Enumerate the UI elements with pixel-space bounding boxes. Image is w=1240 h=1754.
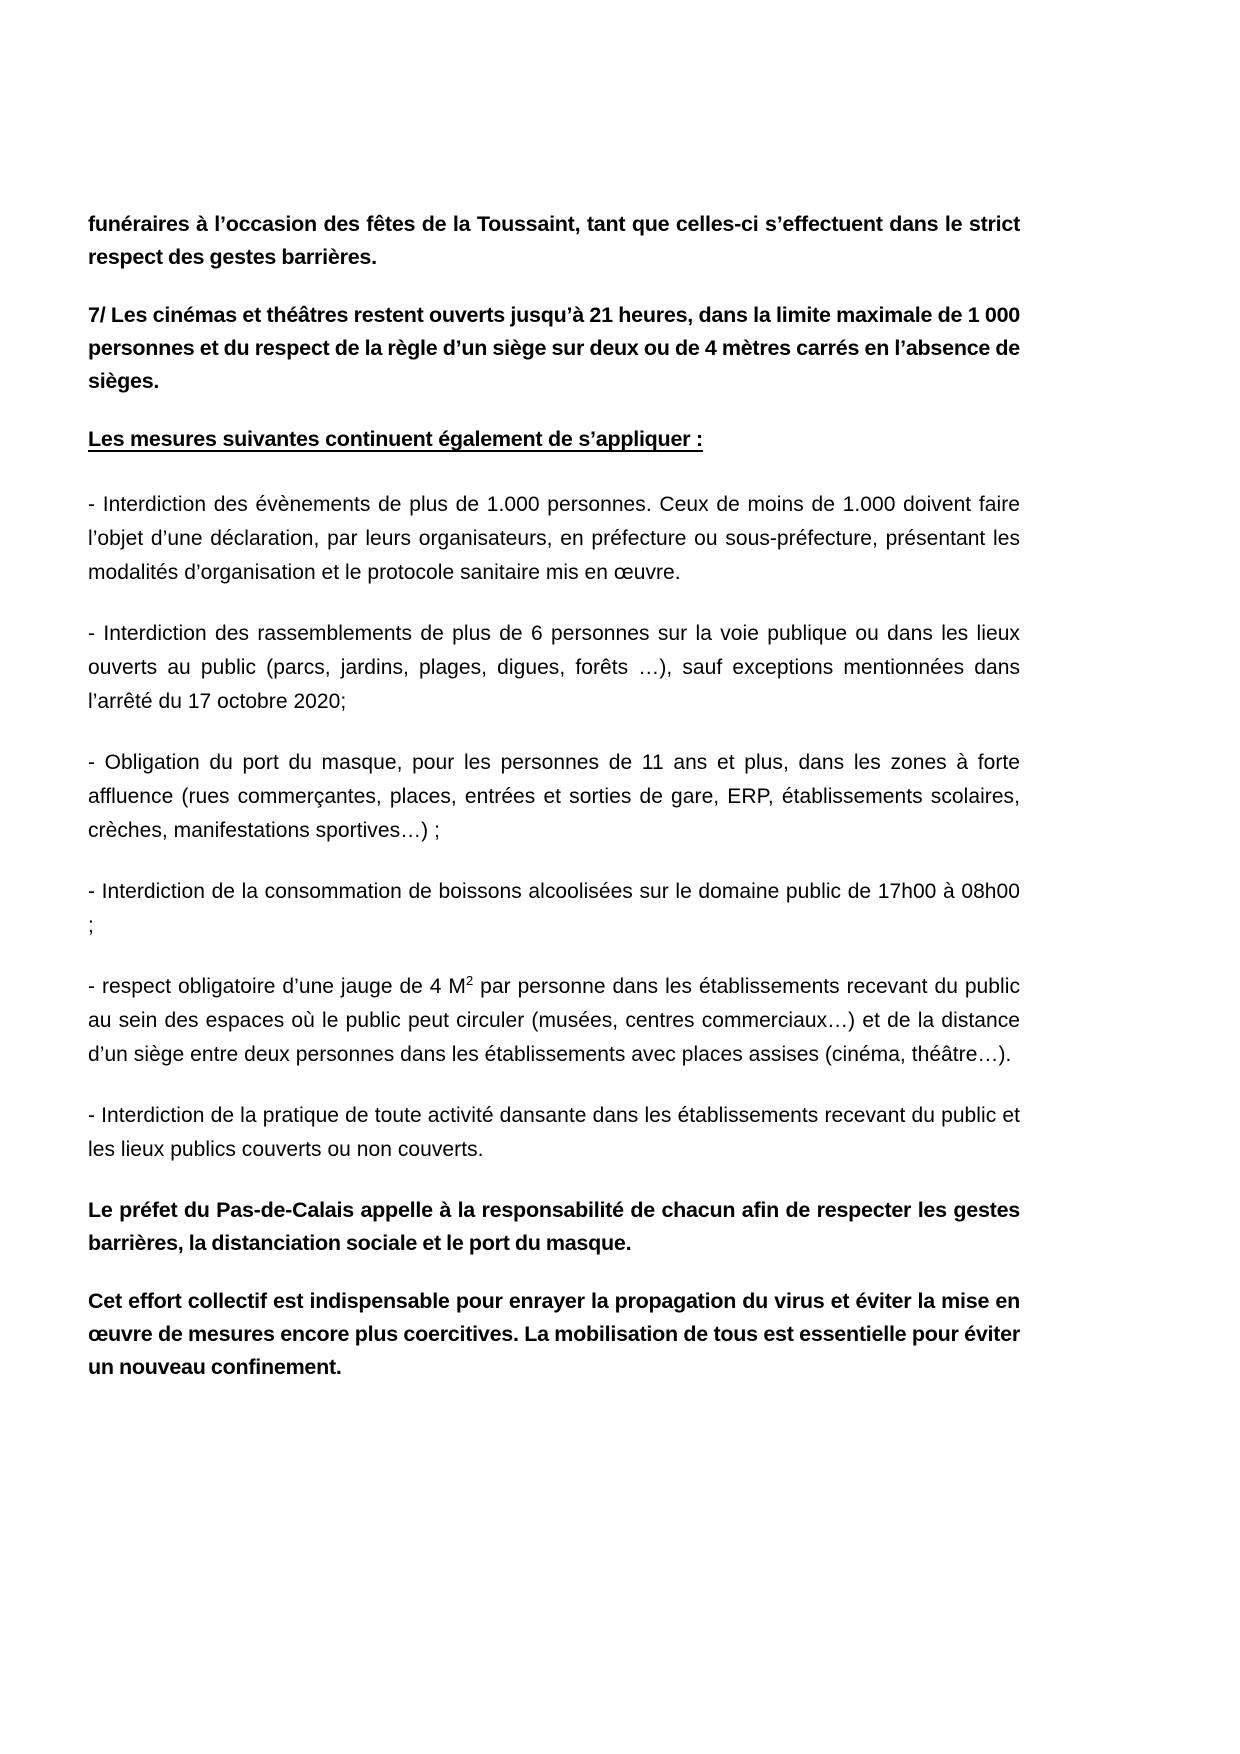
bullet-interdiction-evenements: - Interdiction des évènements de plus de 1.000 personnes. Ceux de moins de 1.000 doivent faire l’objet d’une déclaration, par leurs organisateurs, en préfecture ou sous-préfecture, présentant les modalités d’organisation et le protocole sanitaire mis en œuvre. bbox=[88, 492, 1020, 584]
document-body bbox=[88, 208, 1020, 1409]
bullet-jauge-metres-carres bbox=[88, 970, 1020, 1072]
paragraph-funeraires: funéraires à l’occasion des fêtes de la Toussaint, tant que celles-ci s’effectuent dans le strict respect des gestes barrières. bbox=[88, 212, 1020, 269]
heading-mesures-suivantes bbox=[88, 423, 1020, 455]
bullet-interdiction-activite-dansante: - Interdiction de la pratique de toute activité dansante dans les établissements recevant du public et les lieux publics couverts ou non couverts. bbox=[88, 1103, 1020, 1161]
bullet-jauge-exponent: 2 bbox=[465, 972, 474, 988]
bullet-interdiction-rassemblements: - Interdiction des rassemblements de plus de 6 personnes sur la voie publique ou dans les lieux ouverts au public (parcs, jardins, plages, digues, forêts …), sauf exceptions mentionnées dans l’arrêté du 17 octobre 2020; bbox=[88, 621, 1020, 713]
bullet-jauge-text-after: par personne dans les établissements recevant du public au sein des espaces où le public peut circuler (musées, centres commerciaux…) et de la distance d’un siège entre deux personnes dans les établissements avec places assises (cinéma, théâtre…). bbox=[88, 974, 1020, 1066]
heading-mesures-suivantes-text: Les mesures suivantes continuent également de s’appliquer : bbox=[88, 427, 703, 452]
paragraph-appel-prefet: Le préfet du Pas-de-Calais appelle à la responsabilité de chacun afin de respecter les gestes barrières, la distanciation sociale et le port du masque. bbox=[88, 1197, 1020, 1255]
paragraph-point-7: 7/ Les cinémas et théâtres restent ouverts jusqu’à 21 heures, dans la limite maximale de 1 000 personnes et du respect de la règle d’un siège sur deux ou de 4 mètres carrés en l’absence de sièges. bbox=[88, 303, 1020, 393]
bullet-obligation-masque: - Obligation du port du masque, pour les personnes de 11 ans et plus, dans les zones à forte affluence (rues commerçantes, places, entrées et sorties de gare, ERP, établissements scolaires, crèches, manifestations sportives…) ; bbox=[88, 750, 1020, 842]
bullet-interdiction-alcool: - Interdiction de la consommation de boissons alcoolisées sur le domaine public de 17h00 à 08h00 ; bbox=[88, 879, 1020, 937]
bullet-jauge-text-before: - respect obligatoire d’une jauge de 4 M bbox=[88, 974, 466, 998]
paragraph-effort-collectif: Cet effort collectif est indispensable pour enrayer la propagation du virus et éviter la mise en œuvre de mesures encore plus coercitives. La mobilisation de tous est essentielle pour éviter un nouveau confinement. bbox=[88, 1289, 1020, 1379]
